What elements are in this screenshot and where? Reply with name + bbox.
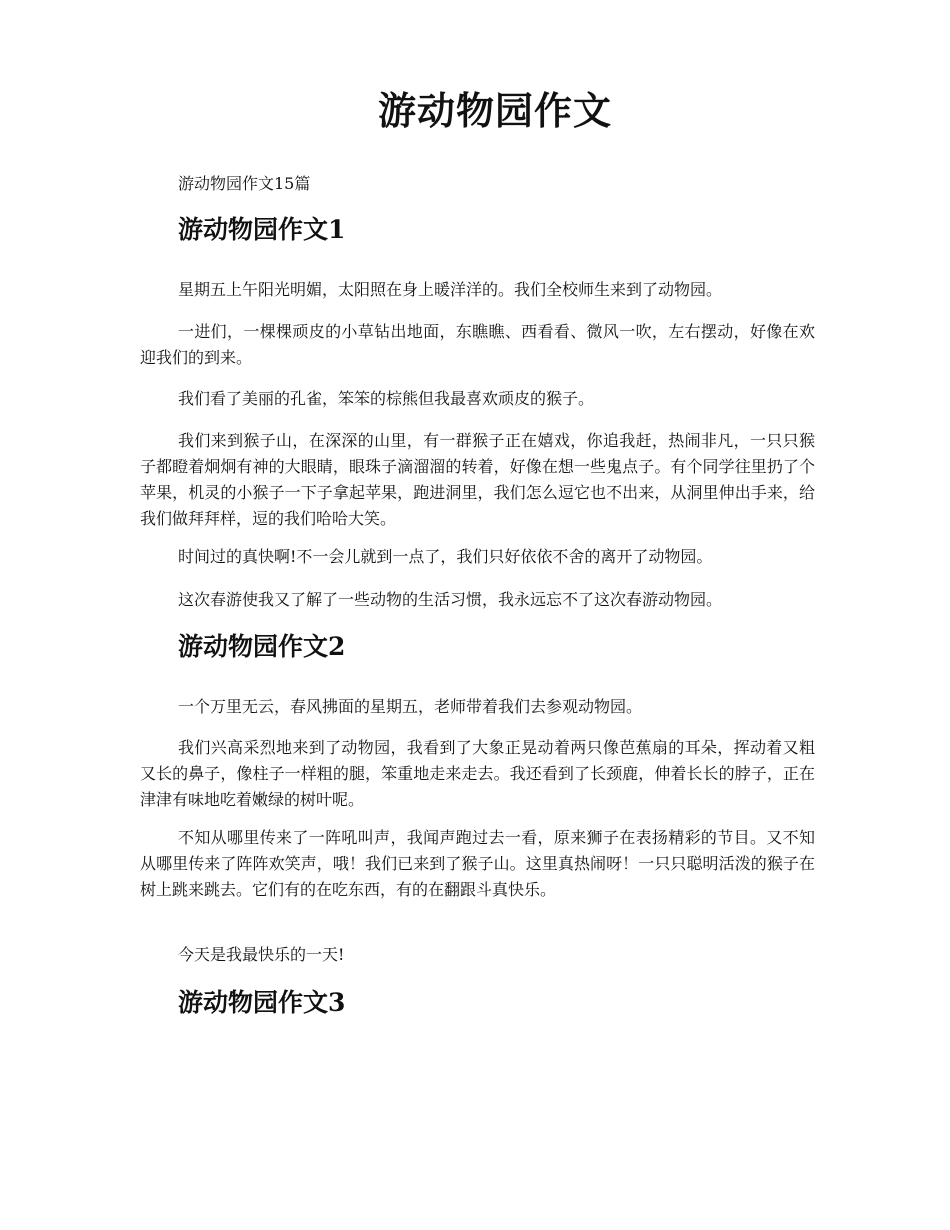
section-heading-1: 游动物园作文1 xyxy=(178,215,346,244)
section-heading-2: 游动物园作文2 xyxy=(178,632,346,661)
paragraph: 时间过的真快啊!不一会儿就到一点了，我们只好依依不舍的离开了动物园。 xyxy=(178,547,713,566)
paragraph: 这次春游使我又了解了一些动物的生活习惯，我永远忘不了这次春游动物园。 xyxy=(178,590,723,609)
paragraph: 我们看了美丽的孔雀，笨笨的棕熊但我最喜欢顽皮的猴子。 xyxy=(178,389,595,408)
paragraph: 我们来到猴子山，在深深的山里，有一群猴子正在嬉戏，你追我赶，热闹非凡，一只只猴子都瞪着炯炯有神的大眼睛，眼珠子滴溜溜的转着，好像在想一些鬼点子。有个同学往里扔了个苹果，机灵的小猴子一下子拿起苹果，跑进洞里，我们怎么逗它也不出来，从洞里伸出手来，给我们做拜拜样，逗的我们哈哈大笑。 xyxy=(140,431,815,528)
paragraph: 我们兴高采烈地来到了动物园，我看到了大象正晃动着两只像芭蕉扇的耳朵，挥动着又粗又长的鼻子，像柱子一样粗的腿，笨重地走来走去。我还看到了长颈鹿，伸着长长的脖子，正在津津有味地吃着嫩绿的树叶呢。 xyxy=(140,738,815,809)
paragraph: 一个万里无云，春风拂面的星期五，老师带着我们去参观动物园。 xyxy=(178,697,643,716)
document-title: 游动物园作文 xyxy=(377,88,612,133)
paragraph: 今天是我最快乐的一天! xyxy=(178,945,345,964)
document-subtitle: 游动物园作文15篇 xyxy=(178,174,311,193)
section-heading-3: 游动物园作文3 xyxy=(178,988,346,1017)
paragraph: 不知从哪里传来了一阵吼叫声，我闻声跑过去一看，原来狮子在表扬精彩的节目。又不知从哪里传来了阵阵欢笑声，哦！我们已来到了猴子山。这里真热闹呀！一只只聪明活泼的猴子在树上跳来跳去。它们有的在吃东西，有的在翻跟斗真快乐。 xyxy=(140,828,815,899)
paragraph: 星期五上午阳光明媚，太阳照在身上暖洋洋的。我们全校师生来到了动物园。 xyxy=(178,280,723,299)
paragraph: 一进们，一棵棵顽皮的小草钻出地面，东瞧瞧、西看看、微风一吹，左右摆动，好像在欢迎我们的到来。 xyxy=(140,322,815,367)
